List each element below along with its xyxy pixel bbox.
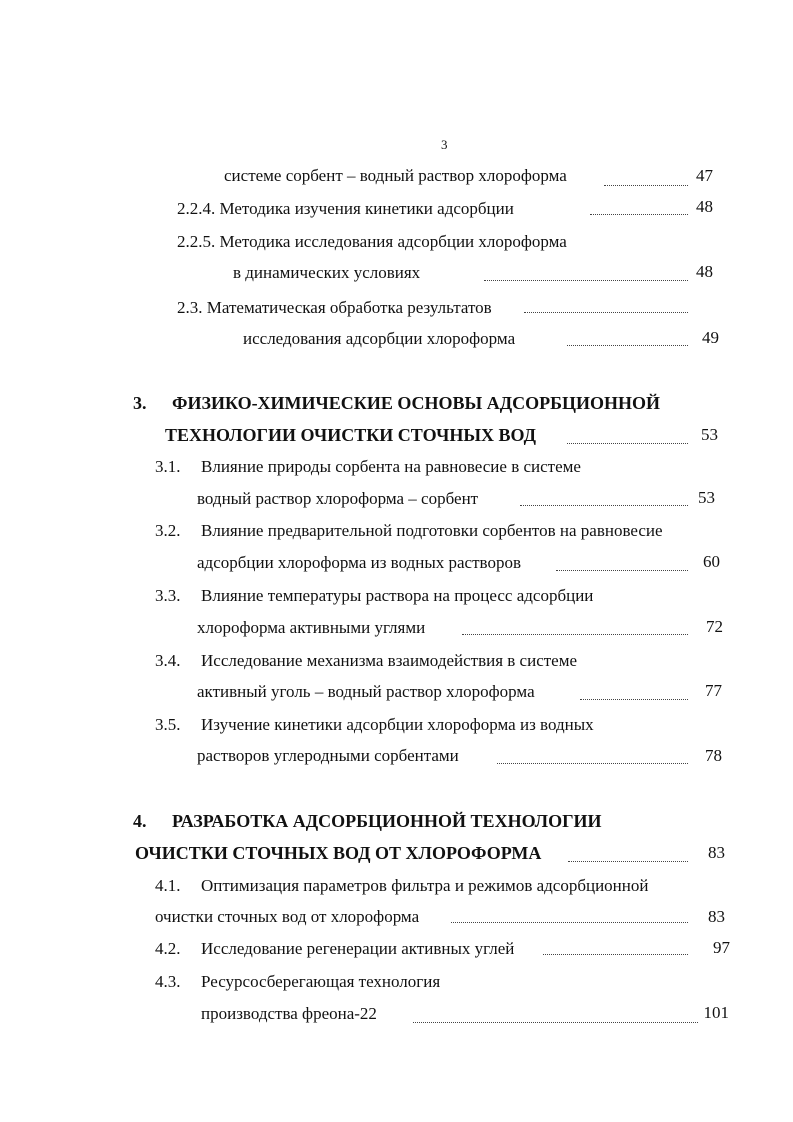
toc-line: системе сорбент – водный раствор хлороформа [224, 166, 567, 185]
toc-line: адсорбции хлороформа из водных растворов [197, 553, 521, 572]
toc-page: 78 [705, 746, 722, 765]
chapter-number: 4. [133, 811, 147, 831]
toc-page: 72 [706, 617, 723, 636]
toc-line: производства фреона-22 [201, 1004, 377, 1023]
section-number: 4.3. [155, 972, 181, 991]
toc-line: 2.3. Математическая обработка результатов [177, 298, 492, 317]
chapter-title: ФИЗИКО-ХИМИЧЕСКИЕ ОСНОВЫ АДСОРБЦИОННОЙ [172, 393, 661, 413]
chapter-title: РАЗРАБОТКА АДСОРБЦИОННОЙ ТЕХНОЛОГИИ [172, 811, 602, 831]
toc-line: Влияние температуры раствора на процесс адсорбции [201, 586, 594, 605]
toc-page: 49 [702, 328, 719, 347]
section-number: 3.4. [155, 651, 181, 670]
toc-line: 2.2.5. Методика исследования адсорбции хлороформа [177, 232, 567, 251]
toc-line: Ресурсосберегающая технология [201, 972, 441, 991]
leader-dots [520, 505, 688, 506]
leader-dots [580, 699, 688, 700]
chapter-title: ТЕХНОЛОГИИ ОЧИСТКИ СТОЧНЫХ ВОД [165, 425, 537, 445]
toc-line: очистки сточных вод от хлороформа [155, 907, 420, 926]
toc-page: 60 [703, 552, 720, 571]
toc-page: 97 [713, 938, 730, 957]
leader-dots [484, 280, 688, 281]
toc-line: исследования адсорбции хлороформа [243, 329, 516, 348]
leader-dots [497, 763, 688, 764]
page-number: 3 [441, 137, 448, 152]
toc-page: 83 [708, 907, 725, 926]
section-number: 4.2. [155, 939, 181, 958]
leader-dots [567, 345, 688, 346]
toc-page: 101 [703, 1003, 729, 1022]
toc-line: водный раствор хлороформа – сорбент [197, 489, 479, 508]
toc-line: хлороформа активными углями [197, 618, 426, 637]
leader-dots [524, 312, 688, 313]
toc-line: в динамических условиях [233, 263, 421, 282]
toc-page: 47 [696, 166, 713, 185]
leader-dots [451, 922, 688, 923]
leader-dots [462, 634, 688, 635]
section-number: 3.5. [155, 715, 181, 734]
toc-line: Оптимизация параметров фильтра и режимов адсорбционной [201, 876, 649, 895]
section-number: 4.1. [155, 876, 181, 895]
leader-dots [543, 954, 688, 955]
leader-dots [568, 861, 688, 862]
leader-dots [567, 443, 688, 444]
toc-line: Влияние природы сорбента на равновесие в системе [201, 457, 581, 476]
leader-dots [413, 1022, 698, 1023]
toc-page: 53 [698, 488, 715, 507]
toc-page: 48 [696, 197, 713, 216]
chapter-title: ОЧИСТКИ СТОЧНЫХ ВОД ОТ ХЛОРОФОРМА [135, 843, 542, 863]
toc-page: 53 [701, 425, 718, 444]
leader-dots [556, 570, 688, 571]
toc-page: 77 [705, 681, 722, 700]
toc-line: Исследование регенерации активных углей [201, 939, 515, 958]
chapter-number: 3. [133, 393, 147, 413]
toc-line: Исследование механизма взаимодействия в системе [201, 651, 578, 670]
toc-line: 2.2.4. Методика изучения кинетики адсорбции [177, 199, 514, 218]
section-number: 3.1. [155, 457, 181, 476]
toc-page: 48 [696, 262, 713, 281]
toc-page: 83 [708, 843, 725, 862]
toc-line: активный уголь – водный раствор хлороформа [197, 682, 535, 701]
toc-line: Изучение кинетики адсорбции хлороформа из водных [201, 715, 594, 734]
section-number: 3.2. [155, 521, 181, 540]
toc-line: растворов углеродными сорбентами [197, 746, 459, 765]
toc-line: Влияние предварительной подготовки сорбентов на равновесие [201, 521, 663, 540]
section-number: 3.3. [155, 586, 181, 605]
